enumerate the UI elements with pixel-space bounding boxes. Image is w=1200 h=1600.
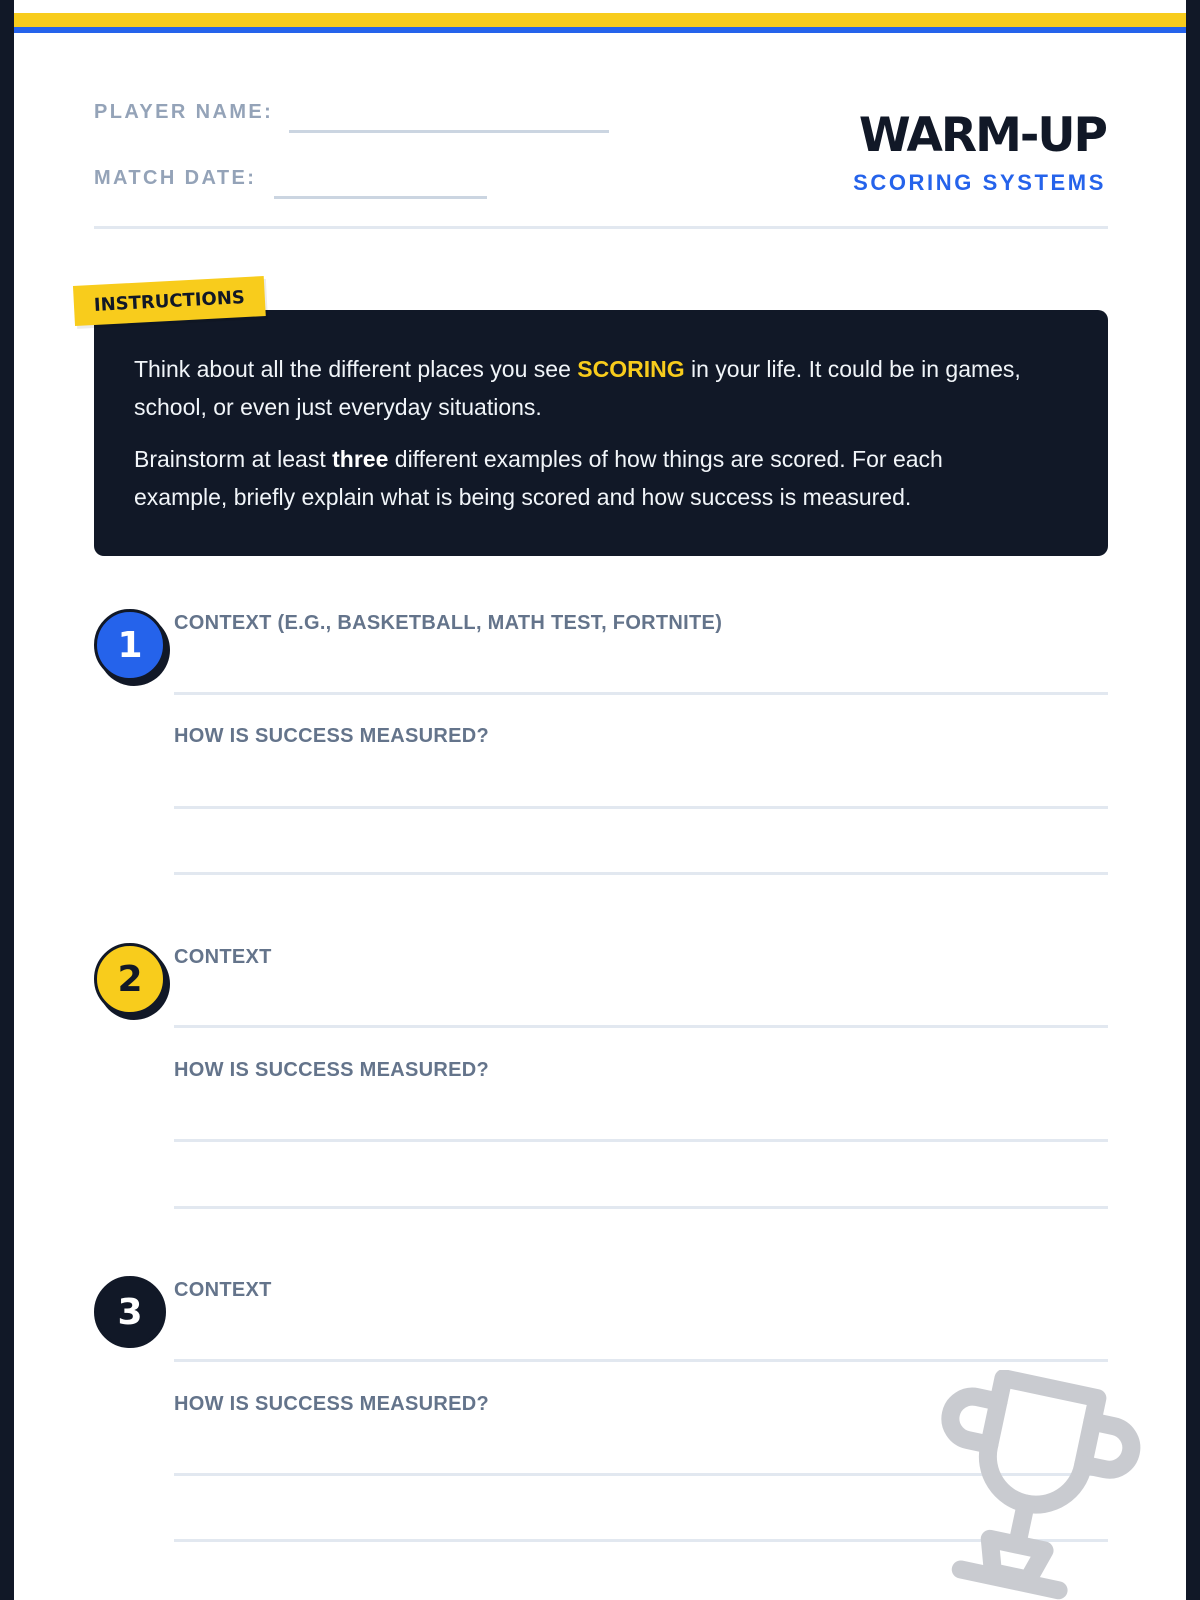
instructions-text: Brainstorm at least [134,446,333,472]
scoring-highlight: SCORING [577,356,685,382]
context-label-3: CONTEXT [174,1279,272,1301]
instructions-text: in your life. It could be in games, school, or even just everyday situations. [134,356,1021,420]
header-divider [94,226,1108,229]
worksheet-page [14,0,1186,1600]
success-answer-line-2a[interactable] [174,1139,1108,1142]
instructions-text: Think about all the different places you see [134,356,578,382]
top-blue-bar [14,27,1186,33]
context-label-2: CONTEXT [174,946,272,968]
context-answer-line-2[interactable] [174,1025,1108,1028]
instructions-paragraph-1 [134,350,1034,426]
question-number-badge-3: 3 [94,1276,166,1348]
player-name-label: PLAYER NAME: [94,101,274,123]
match-date-field[interactable] [274,196,487,199]
instructions-tag: INSTRUCTIONS [73,276,266,326]
player-name-field[interactable] [289,130,609,133]
success-label-1: HOW IS SUCCESS MEASURED? [174,725,490,747]
success-label-2: HOW IS SUCCESS MEASURED? [174,1059,490,1081]
context-answer-line-1[interactable] [174,692,1108,695]
success-answer-line-2b[interactable] [174,1206,1108,1209]
top-yellow-bar [14,13,1186,27]
question-number-badge-2: 2 [94,943,166,1015]
three-emphasis: three [332,446,389,472]
success-answer-line-1a[interactable] [174,806,1108,809]
match-date-label: MATCH DATE: [94,167,257,189]
context-label-1: CONTEXT (E.G., BASKETBALL, MATH TEST, FORTNITE) [174,612,723,634]
instructions-paragraph-2 [134,440,1034,516]
instructions-panel [94,310,1108,556]
success-label-3: HOW IS SUCCESS MEASURED? [174,1393,490,1415]
instructions-text: different examples of how things are scored. For each example, briefly explain what is being scored and how success is measured. [134,446,943,510]
trophy-icon [919,1370,1159,1600]
success-answer-line-1b[interactable] [174,872,1108,875]
page-title: WARM-UP [858,108,1106,163]
question-number-badge-1: 1 [94,609,166,681]
context-answer-line-3[interactable] [174,1359,1108,1362]
page-subtitle: SCORING SYSTEMS [853,170,1106,195]
